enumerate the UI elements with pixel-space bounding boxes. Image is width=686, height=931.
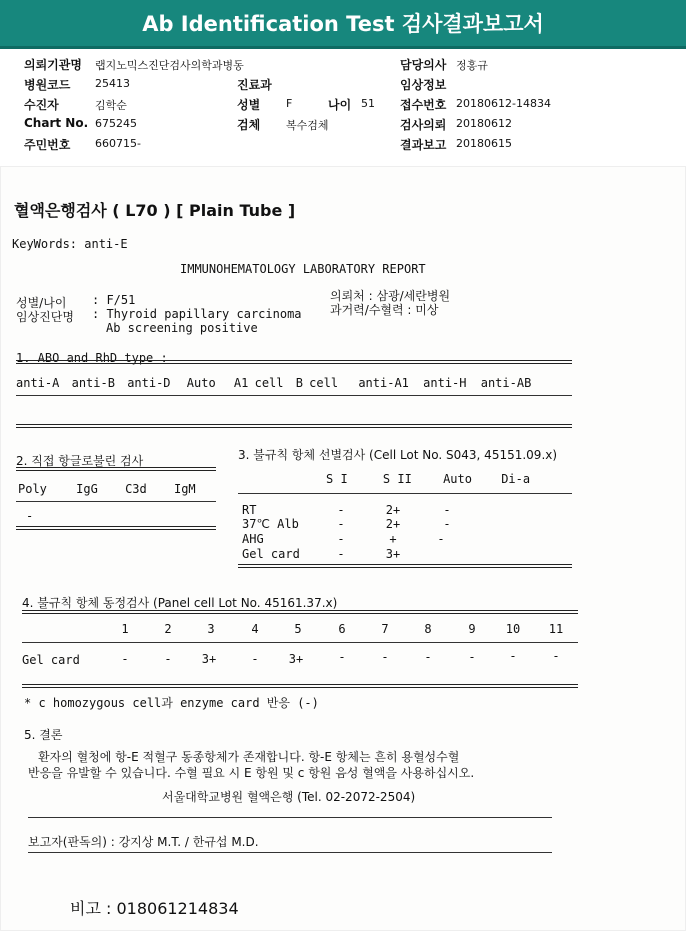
dat-col-igg: IgG	[76, 482, 98, 496]
panel-col-3: 3	[207, 622, 215, 636]
label-specimen: 검체	[237, 118, 261, 132]
section2-title: 2. 직접 항글로불린 검사	[16, 454, 144, 468]
label-request-date: 검사의뢰	[400, 118, 447, 132]
scanned-report	[0, 166, 686, 931]
signature-rule-top	[28, 817, 552, 818]
screen-ahg-s2: +	[389, 532, 397, 546]
report-title-banner: Ab Identification Test 검사결과보고서	[0, 0, 686, 49]
panel-gel-5: 3+	[288, 652, 304, 666]
screen-rt-s1: -	[337, 503, 345, 517]
section1-columns	[16, 376, 531, 390]
label-accession-no: 접수번호	[400, 98, 447, 112]
dat-result: -	[26, 509, 34, 523]
section1-title: 1. ABO and RhD type :	[16, 351, 168, 365]
abo-col-a1-cell: A1 cell	[233, 376, 284, 390]
screen-col-auto: Auto	[443, 472, 472, 486]
abo-col-b-cell: B cell	[295, 376, 339, 390]
screen-row-ahg-label: AHG	[242, 532, 264, 546]
panel-gel-2: -	[164, 652, 172, 666]
section5-title: 5. 결론	[24, 728, 63, 742]
screen-37c-s2: 2+	[385, 517, 401, 531]
label-resident-no: 주민번호	[24, 138, 71, 152]
panel-gel-8: -	[424, 650, 432, 664]
report-heading: 혈액은행검사 ( L70 ) [ Plain Tube ]	[14, 201, 296, 220]
abo-col-anti-h: anti-H	[423, 376, 467, 390]
section3-columns	[326, 472, 530, 486]
sex-age-label: 성별/나이	[16, 296, 67, 310]
panel-gel-1: -	[121, 652, 129, 666]
screen-37c-auto: -	[443, 517, 451, 531]
label-clinical-info: 임상정보	[400, 78, 447, 92]
screen-col-di-a: Di-a	[501, 472, 531, 486]
section2-rule-bottom	[16, 526, 216, 530]
section4-rule-header	[22, 642, 578, 643]
value-chart-no: 675245	[95, 117, 137, 130]
sex-age-value: : F/51	[92, 293, 136, 307]
panel-row-gel-label: Gel card	[22, 653, 80, 667]
keywords: KeyWords: anti-E	[12, 237, 128, 251]
section1-rule-bottom	[16, 424, 572, 428]
value-requesting-org: 랩지노믹스진단검사의학과병동	[95, 59, 244, 72]
screen-rt-auto: -	[443, 503, 451, 517]
section4-rule-bottom	[22, 684, 578, 688]
section3-rule-header	[238, 493, 572, 494]
panel-gel-4: -	[251, 652, 259, 666]
abo-col-anti-d: anti-D	[127, 376, 171, 390]
value-specimen: 복수검체	[286, 119, 329, 132]
panel-col-6: 6	[338, 622, 346, 636]
dat-col-igm: IgM	[173, 482, 196, 496]
panel-col-5: 5	[294, 622, 302, 636]
value-age: 51	[361, 97, 375, 110]
label-chart-no: Chart No.	[24, 116, 89, 130]
conclusion-line2: 반응을 유발할 수 있습니다. 수혈 필요 시 E 항원 및 c 항원 음성 혈액을 사용하십시오.	[28, 766, 475, 780]
panel-col-4: 4	[251, 622, 259, 636]
panel-gel-7: -	[381, 650, 389, 664]
panel-note: * c homozygous cell과 enzyme card 반응 (-)	[24, 696, 319, 710]
panel-col-7: 7	[381, 622, 389, 636]
panel-gel-3: 3+	[201, 652, 217, 666]
value-accession-no: 20180612-14834	[456, 97, 551, 110]
value-request-date: 20180612	[456, 117, 512, 130]
panel-col-1: 1	[121, 622, 129, 636]
abo-col-anti-a1: anti-A1	[358, 376, 409, 390]
section3-title: 3. 불규칙 항체 선별검사 (Cell Lot No. S043, 45151.09.x)	[238, 448, 558, 462]
value-resident-no: 660715-	[95, 137, 141, 150]
label-sex: 성별	[237, 98, 261, 112]
label-requesting-org: 의뢰기관명	[24, 58, 82, 72]
value-physician: 정홍규	[456, 59, 488, 72]
screen-col-s1: S I	[326, 472, 348, 486]
section3-rule-bottom	[238, 564, 572, 568]
diagnosis-line1: : Thyroid papillary carcinoma	[92, 307, 302, 321]
panel-col-2: 2	[164, 622, 172, 636]
section1-rule-mid	[16, 395, 572, 396]
panel-gel-11: -	[552, 649, 560, 663]
referrer: 의뢰처 : 삼광/세란병원	[330, 289, 451, 303]
screen-ahg-auto: -	[437, 532, 445, 546]
section4-title: 4. 불규칙 항체 동정검사 (Panel cell Lot No. 45161.37.x)	[22, 596, 338, 610]
signature-rule-bottom	[28, 852, 552, 853]
screen-ahg-s1: -	[337, 532, 345, 546]
panel-gel-6: -	[338, 650, 346, 664]
report-subtitle: IMMUNOHEMATOLOGY LABORATORY REPORT	[180, 262, 426, 276]
screen-row-rt-label: RT	[242, 503, 257, 517]
label-department: 진료과	[237, 78, 272, 92]
panel-col-8: 8	[424, 622, 432, 636]
screen-rt-s2: 2+	[385, 503, 401, 517]
label-report-date: 결과보고	[400, 138, 447, 152]
conclusion-line1: 환자의 혈청에 항-E 적혈구 동종항체가 존재합니다. 항-E 항체는 흔히 용혈성수혈	[38, 750, 460, 764]
screen-gel-s1: -	[337, 547, 345, 561]
label-age: 나이	[328, 98, 352, 112]
transfusion-history: 과거력/수혈력 : 미상	[330, 303, 439, 317]
issuing-blood-bank: 서울대학교병원 혈액은행 (Tel. 02-2072-2504)	[162, 790, 416, 804]
abo-col-anti-a: anti-A	[16, 376, 60, 390]
screen-row-gel-label: Gel card	[242, 547, 300, 561]
diagnosis-label: 임상진단명	[16, 310, 74, 324]
abo-col-anti-ab: anti-AB	[480, 376, 532, 390]
label-patient: 수진자	[24, 98, 59, 112]
value-report-date: 20180615	[456, 137, 512, 150]
panel-gel-10: -	[509, 649, 517, 663]
section1-rule-top	[16, 360, 572, 364]
section2-rule-mid	[16, 501, 216, 502]
abo-col-anti-b: anti-B	[71, 376, 115, 390]
patient-info-header	[0, 52, 686, 160]
screen-37c-s1: -	[337, 517, 345, 531]
screen-gel-s2: 3+	[385, 547, 401, 561]
reporter: 보고자(판독의) : 강지상 M.T. / 한규섭 M.D.	[28, 835, 259, 849]
value-sex: F	[286, 97, 293, 110]
section2-rule-top	[16, 467, 216, 471]
value-patient: 김학순	[95, 99, 127, 112]
panel-gel-9: -	[468, 650, 476, 664]
screen-row-37c-label: 37℃ Alb	[242, 517, 299, 531]
panel-col-9: 9	[468, 622, 476, 636]
abo-col-auto: Auto	[186, 376, 216, 390]
label-physician: 담당의사	[400, 58, 447, 72]
screen-col-s2: S II	[382, 472, 412, 486]
remark-barcode-number: 비고 : 018061214834	[70, 899, 239, 918]
dat-col-c3d: C3d	[125, 482, 147, 496]
section4-rule-top	[22, 610, 578, 614]
label-hospital-code: 병원코드	[24, 78, 71, 92]
panel-col-10: 10	[505, 622, 521, 636]
dat-col-poly: Poly	[18, 482, 47, 496]
panel-col-11: 11	[548, 622, 564, 636]
value-hospital-code: 25413	[95, 77, 130, 90]
section2-columns	[18, 482, 196, 496]
diagnosis-line2: Ab screening positive	[106, 321, 258, 335]
